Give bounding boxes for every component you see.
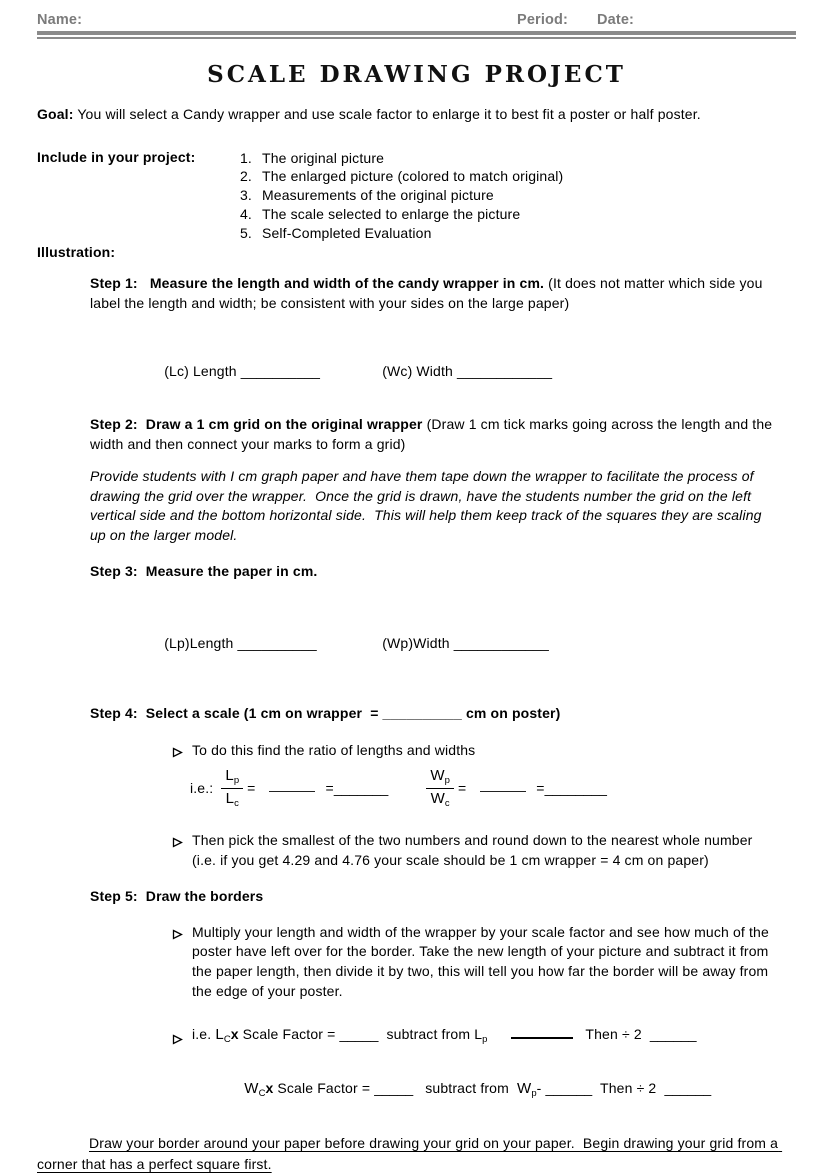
multiply-x: x: [265, 1079, 274, 1096]
list-item: [240, 167, 563, 186]
paper-measure-row: [140, 619, 790, 667]
item-number: 4.: [240, 205, 252, 222]
date-label: Date:: [597, 12, 635, 28]
formula-text: $W_Cx$ Scale Factor = _____ subtract from $W_p-$ ______ Then ÷ 2 ______: [244, 1079, 712, 1099]
arrow-bullet-icon: [172, 831, 192, 871]
item-text: Self-Completed Evaluation: [262, 224, 432, 241]
fraction-denominator: $L_c$: [225, 789, 239, 809]
lc-length-blank: (Lc) Length __________: [164, 363, 321, 380]
bullet-text: Then pick the smallest of the two numbers and round down to the nearest whole number (i.e. if you get 4.29 and 4.76 your scale should be 1 cm wrapper = 4 cm on paper): [192, 832, 753, 869]
goal-paragraph: [37, 105, 802, 125]
wp-symbol: W: [517, 1079, 532, 1097]
name-label: Name:: [37, 12, 83, 28]
bullet-text: To do this find the ratio of lengths and widths: [192, 742, 476, 759]
multiply-x: x: [230, 1025, 239, 1042]
item-number: 5.: [240, 224, 252, 241]
scale-formula-line1: [172, 1022, 790, 1052]
goal-text: You will select a Candy wrapper and use scale factor to enlarge it to best fit a poster or half poster.: [77, 106, 701, 122]
step5-heading: Step 5: Draw the borders: [90, 888, 264, 905]
item-text: The enlarged picture (colored to match original): [262, 168, 564, 185]
formula-blank: ______: [649, 1025, 697, 1042]
scale-formula-line2: [220, 1052, 790, 1130]
goal-label: Goal:: [37, 106, 74, 122]
ratio-formula-row: [190, 765, 790, 811]
bullet-text: Multiply your length and width of the wrapper by your scale factor and see how much of the poster have left over for the border. Take the new length of your picture and subtract it from the paper length, then divide it by two, this will tell you how far the border will be away from the edge of your poster.: [192, 923, 769, 999]
lp-symbol: $L_p$: [474, 1025, 488, 1045]
blank-fraction-bar: [269, 791, 315, 792]
multiply-bullet: [172, 923, 790, 1002]
wrapper-measure-row: [140, 347, 790, 395]
formula-blank: ______: [664, 1079, 712, 1096]
lp-length-blank: (Lp)Length __________: [164, 634, 317, 651]
illustration-label: Illustration:: [37, 244, 116, 261]
wc-width-blank: (Wc) Width ____________: [382, 363, 553, 380]
list-item: [240, 186, 563, 205]
step1-paragraph: [90, 274, 790, 313]
wp-width-blank: (Wp)Width ____________: [382, 634, 549, 651]
teacher-note-paragraph: Provide students with I cm graph paper and have them tape down the wrapper to facilitate the process of drawing the grid over the wrapper. Once the grid is drawn, have the students number the grid on the left vertical side and the bottom horizontal side. This will help them keep track of the squares they are scaling up on the larger model.: [90, 468, 766, 543]
step2-paragraph: [90, 415, 790, 454]
equals-sign: =: [247, 780, 256, 797]
list-item: [240, 149, 563, 168]
period-label: Period:: [517, 12, 568, 28]
item-text: Measurements of the original picture: [262, 187, 494, 204]
equals-sign: =: [457, 780, 467, 797]
item-number: 1.: [240, 149, 252, 166]
item-text: The original picture: [262, 149, 385, 166]
item-number: 2.: [240, 168, 252, 185]
step4-heading: Step 4: Select a scale (1 cm on wrapper = __________ cm on poster): [90, 704, 561, 721]
page-header: [37, 12, 796, 28]
fraction-numerator: $L_p$: [221, 768, 243, 789]
ratio-blank-underscores: ________: [544, 780, 607, 797]
footer-instruction: Draw your border around your paper before drawing your grid on your paper. Begin drawing your grid from a corner that has a perfect square first.: [37, 1134, 783, 1172]
ratio-bullet: [172, 741, 790, 761]
steps-container: [90, 274, 790, 1129]
step3-heading: Step 3: Measure the paper in cm.: [90, 563, 318, 580]
arrow-bullet-icon: [172, 1022, 192, 1052]
fraction-lp-lc: [221, 768, 243, 809]
arrow-bullet-icon: [172, 923, 192, 1002]
fraction-wp-wc: [426, 768, 454, 809]
solid-blank-line: [511, 1023, 573, 1039]
equals-sign: =: [536, 780, 545, 797]
item-number: 3.: [240, 187, 252, 204]
ratio-blank-underscores: _______: [333, 780, 389, 797]
list-item: [240, 205, 563, 224]
page-title: SCALE DRAWING PROJECT: [207, 61, 626, 88]
then-pick-bullet: [172, 831, 790, 871]
blank-fraction-bar: [480, 791, 526, 792]
fraction-denominator: $W_c$: [430, 789, 450, 809]
include-section: [37, 149, 796, 243]
step2-heading: Step 2: Draw a 1 cm grid on the original wrapper: [90, 416, 423, 433]
item-text: The scale selected to enlarge the picture: [262, 205, 521, 222]
step2-note: (Draw 1 cm tick marks going across the length and the width and then connect your marks to form a grid): [90, 416, 777, 452]
header-double-rule: [37, 31, 796, 39]
formula-blank: _____: [339, 1025, 379, 1042]
include-label: Include in your project:: [37, 148, 196, 165]
list-item: [240, 224, 563, 243]
step1-note: (It does not matter which side you label the length and width; be consistent with your sides on the large paper): [90, 275, 767, 311]
formula-text: i.e. $L_Cx$ Scale Factor = _____ subtract from $L_p$ Then ÷ 2 ______: [192, 1022, 697, 1052]
formula-blank: ______: [545, 1079, 593, 1096]
equals-sign: =: [325, 780, 334, 797]
include-list: [240, 149, 563, 243]
step1-heading: Step 1: Measure the length and width of the candy wrapper in cm.: [90, 275, 545, 292]
fraction-numerator: $W_p$: [426, 768, 454, 789]
formula-blank: _____: [374, 1079, 414, 1096]
ie-label: i.e.:: [190, 780, 218, 797]
arrow-bullet-icon: [172, 741, 192, 761]
